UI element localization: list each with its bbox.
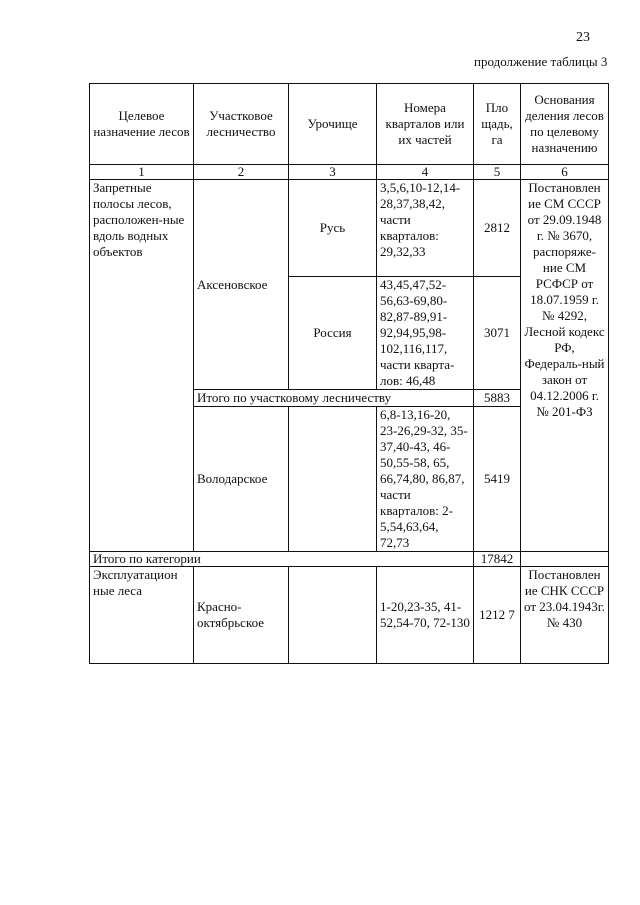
column-number: 4 [377, 165, 474, 180]
column-number: 5 [474, 165, 521, 180]
area-cell: 3071 [474, 277, 521, 390]
column-number: 3 [289, 165, 377, 180]
forestry-cell: Володарское [194, 407, 289, 552]
subtotal-value: 5883 [474, 390, 521, 407]
table-continuation-caption: продолжение таблицы 3 [474, 54, 608, 69]
forestry-cell: Аксеновское [194, 180, 289, 390]
quarters-cell: 1-20,23-35, 41-52,54-70, 72-130 [377, 567, 474, 664]
header-tract: Урочище [289, 84, 377, 165]
forest-division-table [89, 83, 609, 664]
subtotal-label: Итого по участковому лесничеству [194, 390, 474, 407]
table-row [90, 567, 609, 664]
page-number: 23 [576, 30, 590, 45]
column-number: 1 [90, 165, 194, 180]
quarters-cell: 6,8-13,16-20, 23-26,29-32, 35-37,40-43, 46-50,55-58, 65, 66,74,80, 86,87, части кварталов: 2-5,54,63,64, 72,73 [377, 407, 474, 552]
header-forestry: Участковое лесничество [194, 84, 289, 165]
tract-cell [289, 567, 377, 664]
area-cell: 1212 7 [474, 567, 521, 664]
basis-cell: Постановлен ие СМ СССР от 29.09.1948 г. № 3670, распоряже-ние СМ РСФСР от 18.07.1959 г. № 4292, Лесной кодекс РФ, Федераль-ный закон от 04.12.2006 г. № 201-ФЗ [521, 180, 609, 552]
category-total-row [90, 552, 609, 567]
header-purpose: Целевое назначение лесов [90, 84, 194, 165]
category-total-label: Итого по категории [90, 552, 474, 567]
column-number: 6 [521, 165, 609, 180]
area-cell: 2812 [474, 180, 521, 277]
empty-cell [521, 552, 609, 567]
basis-cell: Постановлен ие СНК СССР от 23.04.1943г. № 430 [521, 567, 609, 664]
tract-cell: Русь [289, 180, 377, 277]
column-number-row [90, 165, 609, 180]
header-quarters: Номера кварталов или их частей [377, 84, 474, 165]
category-total-value: 17842 [474, 552, 521, 567]
column-number: 2 [194, 165, 289, 180]
area-cell: 5419 [474, 407, 521, 552]
category-cell: Эксплуатацион ные леса [90, 567, 194, 664]
table-row [90, 180, 609, 277]
header-row [90, 84, 609, 165]
quarters-cell: 3,5,6,10-12,14-28,37,38,42, части кварталов: 29,32,33 [377, 180, 474, 277]
tract-cell [289, 407, 377, 552]
header-area: Пло щадь, га [474, 84, 521, 165]
quarters-cell: 43,45,47,52-56,63-69,80-82,87-89,91-92,94,95,98-102,116,117, части кварта-лов: 46,48 [377, 277, 474, 390]
tract-cell: Россия [289, 277, 377, 390]
forestry-cell: Красно-октябрьское [194, 567, 289, 664]
header-basis: Основания деления лесов по целевому назначению [521, 84, 609, 165]
category-cell: Запретные полосы лесов, расположен-ные вдоль водных объектов [90, 180, 194, 552]
